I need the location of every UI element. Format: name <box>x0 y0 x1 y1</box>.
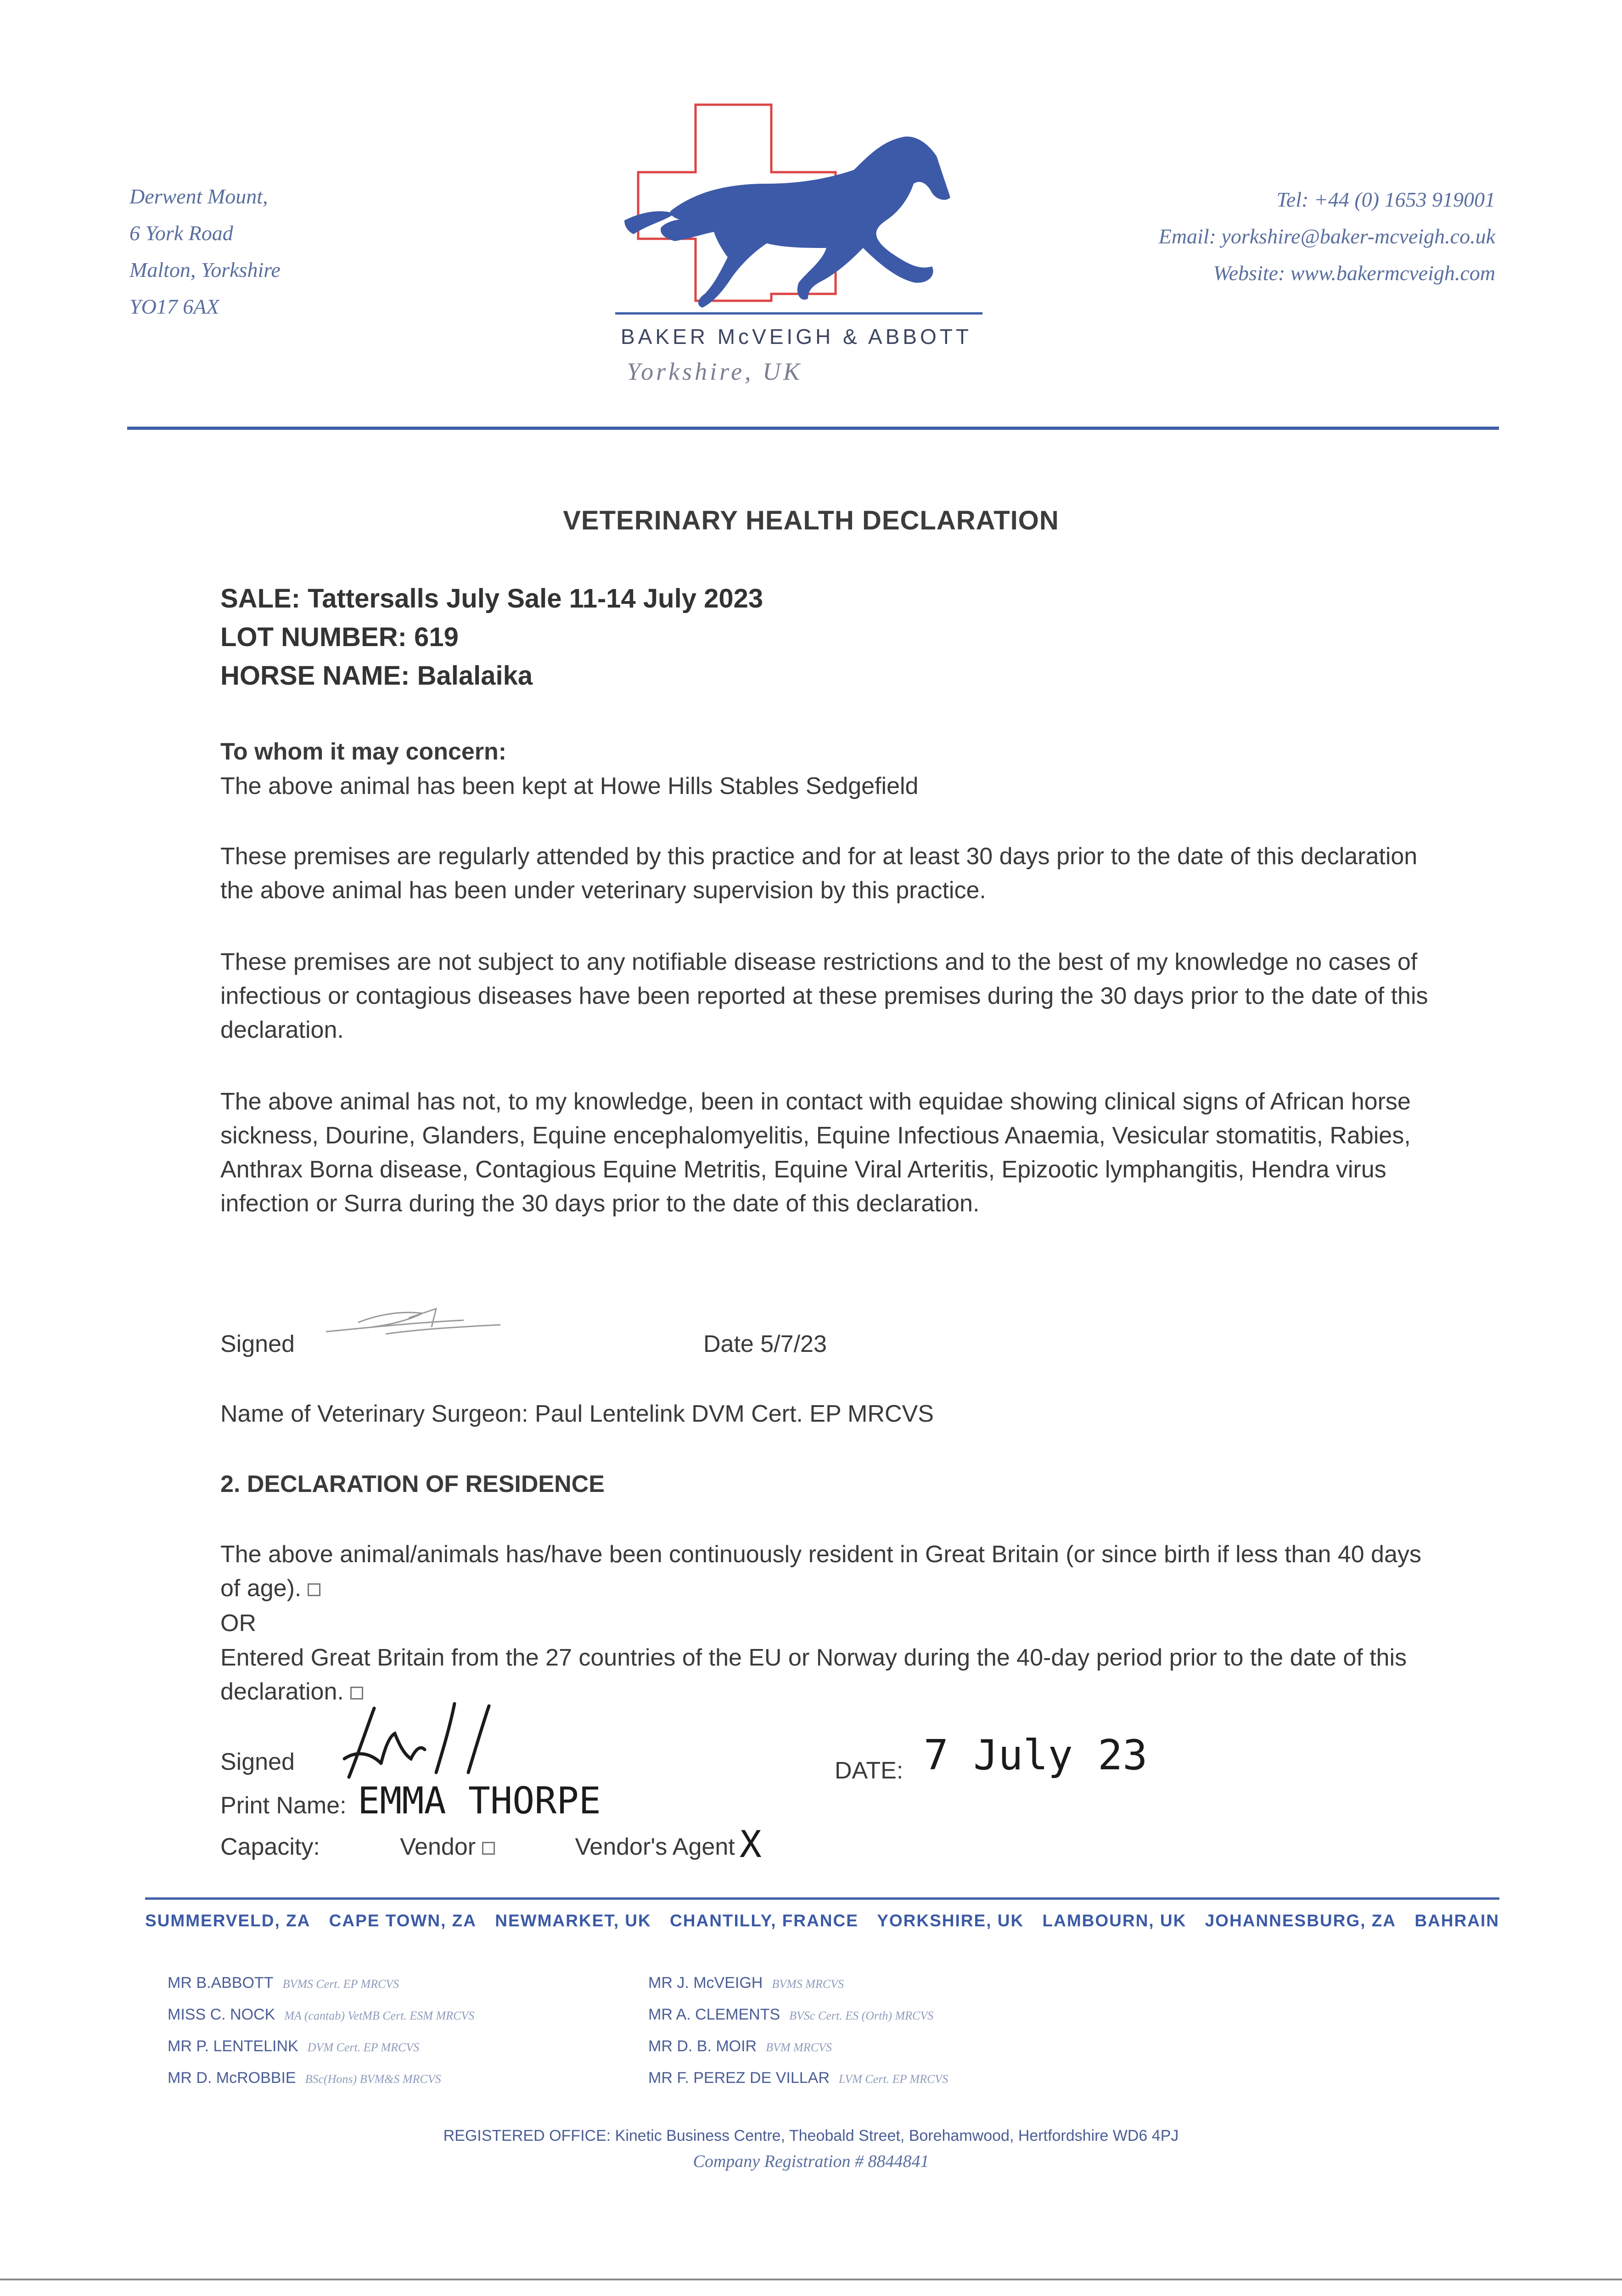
website-line: Website: www.bakermcveigh.com <box>1213 261 1495 285</box>
address-line: 6 York Road <box>129 221 233 245</box>
partner-qualifications: BVSc Cert. ES (Orth) MRCVS <box>789 2009 934 2022</box>
sale-line: SALE: Tattersalls July Sale 11-14 July 2023 <box>220 584 763 613</box>
partner-name: MR P. LENTELINK <box>168 2037 298 2055</box>
lot-number-line: LOT NUMBER: 619 <box>220 622 459 652</box>
footer-divider <box>145 1897 1499 1900</box>
header-divider <box>127 427 1499 430</box>
vendor-option-checkbox[interactable] <box>482 1842 495 1855</box>
registered-office: REGISTERED OFFICE: Kinetic Business Centre, Theobald Street, Borehamwood, Hertfordshire WD6 4PJ <box>443 2127 1179 2144</box>
address-line: Malton, Yorkshire <box>129 258 281 281</box>
or-separator: OR <box>220 1610 256 1637</box>
kept-at-text: The above animal has been kept at Howe Hills Stables Sedgefield <box>220 773 919 799</box>
partner-row <box>168 1999 474 2031</box>
branch-item: CHANTILLY, FRANCE <box>670 1911 859 1930</box>
partner-qualifications: BVM MRCVS <box>766 2041 832 2054</box>
partner-qualifications: MA (cantab) VetMB Cert. ESM MRCVS <box>284 2009 475 2022</box>
agent-option-mark[interactable]: X <box>739 1823 762 1866</box>
partner-name: MR F. PEREZ DE VILLAR <box>648 2069 830 2087</box>
vet-surgeon-name: Name of Veterinary Surgeon: Paul Lentelink DVM Cert. EP MRCVS <box>220 1401 934 1427</box>
residence-option-1-checkbox[interactable] <box>308 1583 320 1596</box>
partner-row <box>648 1968 948 1999</box>
vendor-date-label: DATE: <box>835 1757 904 1784</box>
print-name-label: Print Name: <box>220 1792 347 1819</box>
print-name-value: EMMA THORPE <box>357 1779 601 1822</box>
branch-list <box>145 1911 1499 1930</box>
partner-qualifications: BVMS MRCVS <box>772 1977 844 1991</box>
residence-option-2-checkbox[interactable] <box>350 1687 363 1699</box>
partner-row <box>168 1968 474 1999</box>
partner-name: MR D. McROBBIE <box>168 2069 296 2087</box>
partner-name: MISS C. NOCK <box>168 2006 275 2023</box>
paragraph-supervision: These premises are regularly attended by this practice and for at least 30 days prior to the date of this declaration the above animal has been under veterinary supervision by this practice. <box>220 843 1418 904</box>
company-registration: Company Registration # 8844841 <box>693 2152 929 2171</box>
capacity-row <box>220 1821 762 1866</box>
vendor-signature <box>331 1699 523 1786</box>
agent-option-label: Vendor's Agent <box>575 1834 735 1860</box>
partner-qualifications: BVMS Cert. EP MRCVS <box>282 1977 399 1991</box>
phone-line: Tel: +44 (0) 1653 919001 <box>1276 188 1495 211</box>
section-residence-title: 2. DECLARATION OF RESIDENCE <box>220 1471 605 1497</box>
practice-contact <box>1159 181 1495 292</box>
vet-signature-date: Date 5/7/23 <box>703 1331 827 1357</box>
sale-details <box>220 580 763 695</box>
salutation: To whom it may concern: <box>220 738 507 765</box>
vendor-date-value: 7 July 23 <box>923 1731 1148 1779</box>
vet-signature <box>317 1295 546 1350</box>
paragraph-diseases: The above animal has not, to my knowledge, been in contact with equidae showing clinical signs of African horse sickness, Dourine, Glanders, Equine encephalomyelitis, Equine Infectious Anaemia, Vesicular stomatitis, Rabies, Anthrax Borna disease, Contagious Equine Metritis, Equine Viral Arteritis, Epizootic lymphangitis, Hendra virus infection or Surra during the 30 days prior to the date of this declaration. <box>220 1088 1411 1217</box>
partner-qualifications: LVM Cert. EP MRCVS <box>838 2072 949 2086</box>
document-title: VETERINARY HEALTH DECLARATION <box>563 506 1059 535</box>
vendor-date-row <box>835 1731 1148 1789</box>
partner-row <box>648 1999 948 2031</box>
horse-cross-logo-icon <box>615 101 982 317</box>
partner-name: MR B.ABBOTT <box>168 1974 274 1992</box>
paragraph-restrictions: These premises are not subject to any notifiable disease restrictions and to the best of my knowledge no cases of infectious or contagious diseases have been reported at these premises during the 30 days prior to the date of this declaration. <box>220 949 1428 1043</box>
partner-name: MR J. McVEIGH <box>648 1974 763 1992</box>
branch-item: CAPE TOWN, ZA <box>329 1911 477 1930</box>
address-line: Derwent Mount, <box>129 185 268 208</box>
address-line: YO17 6AX <box>129 295 219 318</box>
print-name-row <box>220 1779 601 1822</box>
signed-label: Signed <box>220 1331 295 1357</box>
partner-name: MR D. B. MOIR <box>648 2037 757 2055</box>
practice-address <box>129 178 281 325</box>
branch-item: BAHRAIN <box>1414 1911 1499 1930</box>
branch-item: NEWMARKET, UK <box>495 1911 651 1930</box>
email-line: Email: yorkshire@baker-mcveigh.co.uk <box>1158 225 1495 248</box>
horse-name-line: HORSE NAME: Balalaika <box>220 661 533 691</box>
residence-option-2 <box>220 1641 1437 1709</box>
partners-left <box>168 1968 474 2094</box>
branch-item: SUMMERVELD, ZA <box>145 1911 311 1930</box>
partner-row <box>168 2031 474 2063</box>
branch-item: JOHANNESBURG, ZA <box>1205 1911 1397 1930</box>
vendor-signed-label: Signed <box>220 1749 295 1775</box>
branch-item: LAMBOURN, UK <box>1042 1911 1187 1930</box>
residence-option-2-text: Entered Great Britain from the 27 countries of the EU or Norway during the 40-day period prior to the date of this declaration. <box>220 1644 1407 1705</box>
scan-edge-rule <box>0 2279 1622 2280</box>
partners-right <box>648 1968 948 2094</box>
firm-location: Yorkshire, UK <box>627 358 803 385</box>
partner-qualifications: BSc(Hons) BVM&S MRCVS <box>305 2072 441 2086</box>
partner-qualifications: DVM Cert. EP MRCVS <box>307 2041 420 2054</box>
partner-name: MR A. CLEMENTS <box>648 2006 780 2023</box>
capacity-label: Capacity: <box>220 1834 320 1860</box>
partner-row <box>648 2031 948 2063</box>
residence-option-1 <box>220 1537 1437 1605</box>
partner-row <box>648 2063 948 2094</box>
residence-option-1-text: The above animal/animals has/have been continuously resident in Great Britain (or since birth if less than 40 days of age). <box>220 1541 1421 1602</box>
branch-item: YORKSHIRE, UK <box>877 1911 1024 1930</box>
partner-row <box>168 2063 474 2094</box>
firm-name: BAKER McVEIGH & ABBOTT <box>621 325 972 349</box>
vendor-option-label: Vendor <box>400 1834 476 1860</box>
